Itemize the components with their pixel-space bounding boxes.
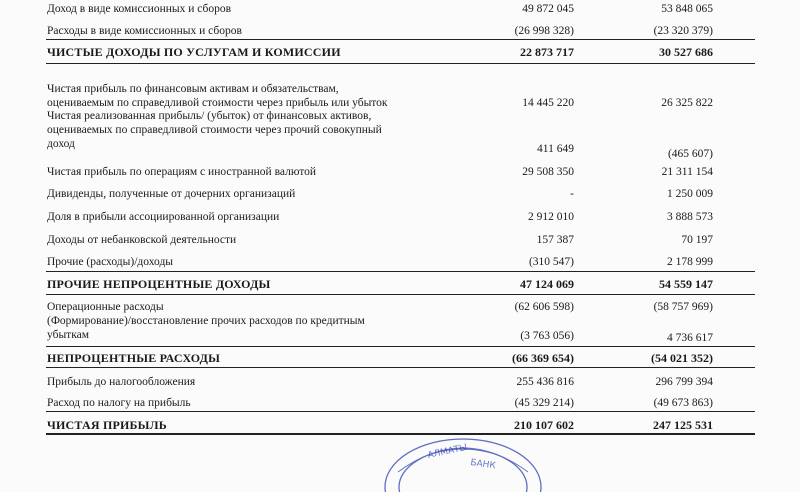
value-prior: 247 125 531 [653, 418, 713, 432]
row-label: Чистая прибыль по операциям с иностранной валютой [47, 166, 317, 178]
value-current: 29 508 350 [522, 166, 574, 178]
value-prior: 53 848 065 [661, 3, 713, 15]
value-current: (310 547) [528, 256, 574, 268]
row-label: Дивиденды, полученные от дочерних организаций [47, 188, 296, 200]
value-prior: 1 250 009 [667, 188, 713, 200]
value-current: (3 763 056) [520, 330, 574, 342]
value-current: (26 998 328) [514, 25, 574, 37]
svg-text:АЛМАТЫ: АЛМАТЫ [426, 442, 469, 462]
divider [46, 63, 755, 64]
value-prior: 26 325 822 [661, 97, 713, 109]
value-current: (62 606 598) [514, 301, 574, 313]
value-prior: (54 021 352) [651, 351, 713, 365]
row-label: ЧИСТАЯ ПРИБЫЛЬ [47, 418, 167, 432]
row-label: Чистая прибыль по финансовым активам и обязательствам, оцениваемым по справедливой стоимости через прибыль или убыток [47, 83, 388, 109]
row-label: Доля в прибыли ассоциированной организации [47, 211, 280, 223]
row-label: (Формирование)/восстановление прочих расходов по кредитным убыткам [47, 315, 365, 341]
row-label: Доходы от небанковской деятельности [47, 234, 237, 246]
row-label: Расходы в виде комиссионных и сборов [47, 25, 242, 37]
value-prior: 21 311 154 [661, 166, 713, 178]
divider [46, 346, 755, 347]
value-current: (66 369 654) [512, 351, 574, 365]
value-prior: 4 736 617 [667, 332, 713, 344]
value-current: 210 107 602 [514, 418, 574, 432]
value-prior: 70 197 [681, 234, 713, 246]
row-label: Доход в виде комиссионных и сборов [47, 3, 232, 15]
divider [46, 367, 755, 368]
double-rule [46, 433, 755, 435]
divider [46, 271, 755, 272]
value-prior: (58 757 969) [653, 301, 713, 313]
value-current: 255 436 816 [516, 376, 574, 388]
value-current: 14 445 220 [522, 97, 574, 109]
value-prior: 2 178 999 [667, 256, 713, 268]
row-label: Чистая реализованная прибыль/ (убыток) от финансовых активов, оцениваемых по справедливой стоимости через прочий совокупный доход [47, 110, 382, 150]
value-prior: 3 888 573 [667, 211, 713, 223]
row-label: НЕПРОЦЕНТНЫЕ РАСХОДЫ [47, 351, 221, 365]
row-label: Операционные расходы [47, 301, 164, 313]
value-prior: (465 607) [667, 148, 713, 160]
divider [46, 294, 755, 295]
value-prior: 296 799 394 [655, 376, 713, 388]
row-label: Прибыль до налогообложения [47, 376, 196, 388]
divider [46, 39, 755, 40]
value-current: 411 649 [537, 143, 574, 155]
value-current: 47 124 069 [520, 277, 574, 291]
value-current: 157 387 [536, 234, 574, 246]
row-label: ПРОЧИЕ НЕПРОЦЕНТНЫЕ ДОХОДЫ [47, 277, 271, 291]
value-current: 2 912 010 [528, 211, 574, 223]
value-prior: 54 559 147 [659, 277, 713, 291]
value-prior: (23 320 379) [653, 25, 713, 37]
value-prior: 30 527 686 [659, 45, 713, 59]
value-prior: (49 673 863) [653, 397, 713, 409]
value-current: 49 872 045 [522, 3, 574, 15]
row-label: Прочие (расходы)/доходы [47, 256, 174, 268]
value-current: (45 329 214) [514, 397, 574, 409]
row-label: ЧИСТЫЕ ДОХОДЫ ПО УСЛУГАМ И КОМИССИИ [47, 45, 341, 59]
value-current: 22 873 717 [520, 45, 574, 59]
row-label: Расход по налогу на прибыль [47, 397, 191, 409]
value-current: - [570, 188, 574, 200]
svg-text:БАНК: БАНК [469, 457, 497, 472]
